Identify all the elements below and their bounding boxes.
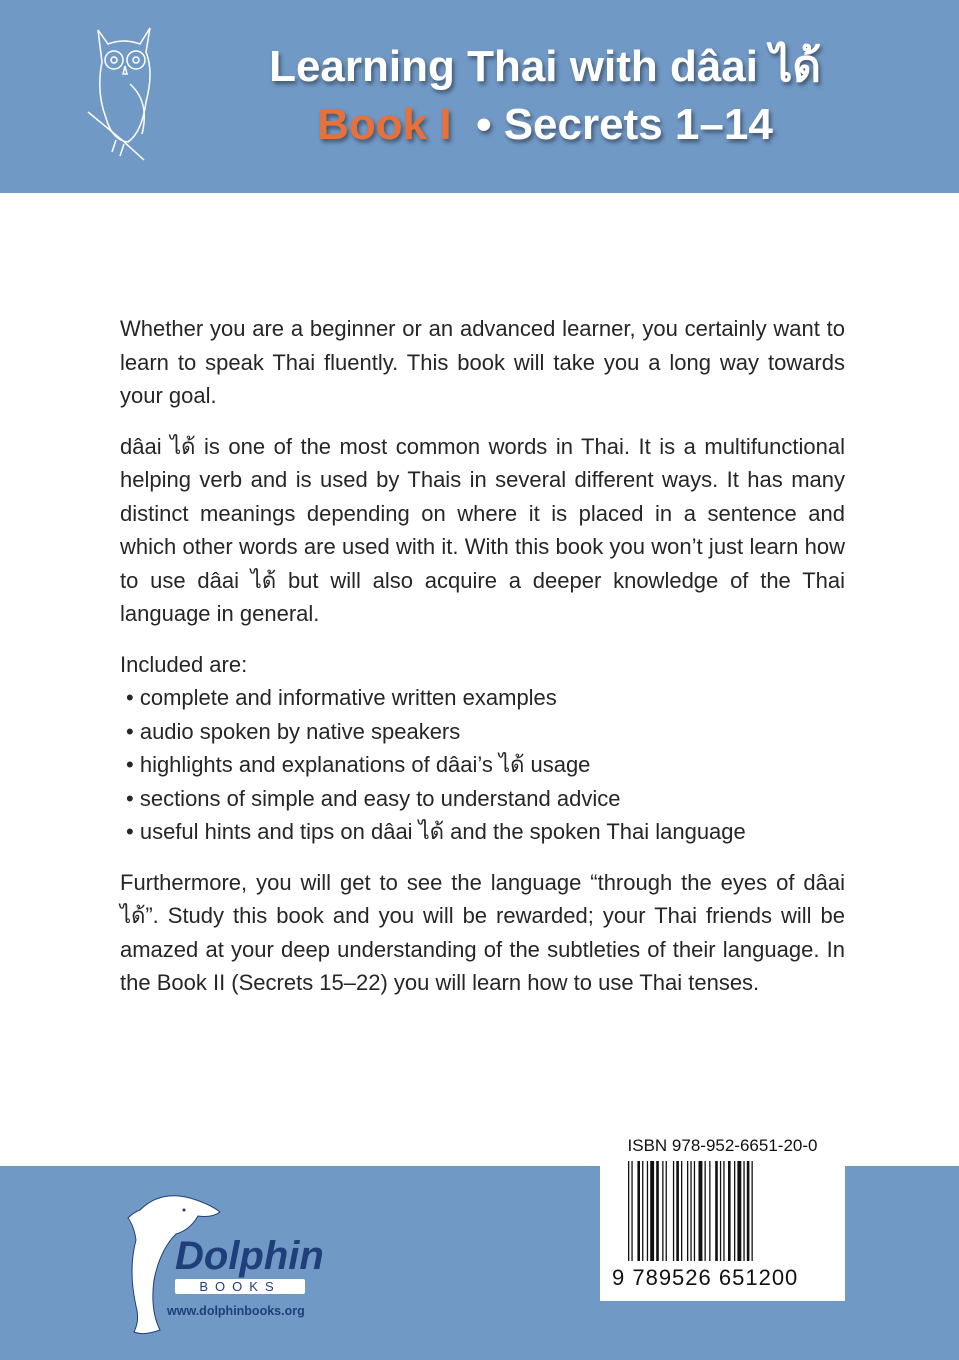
barcode-bar (666, 1161, 667, 1261)
barcode-bar (720, 1161, 721, 1261)
barcode-bar (676, 1161, 679, 1261)
barcode-bar (709, 1161, 710, 1261)
included-list (120, 681, 845, 849)
bullet: • (476, 100, 492, 149)
barcode-bar (650, 1161, 654, 1261)
title-line-2 (175, 96, 915, 154)
secrets-range: Secrets 1–14 (503, 100, 773, 149)
header-band (0, 0, 959, 193)
barcode-bar (681, 1161, 682, 1261)
book-number: Book I (317, 100, 452, 149)
barcode-bar (662, 1161, 663, 1261)
list-item: • audio spoken by native speakers (120, 715, 845, 749)
barcode-box (600, 1133, 845, 1301)
paragraph-intro: Whether you are a beginner or an advanced learner, you certainly want to learn to speak Thai fluently. This book will take you a long way towards your goal. (120, 316, 845, 408)
barcode-bar (687, 1161, 688, 1261)
barcode-digits: 9 789526 651200 (612, 1265, 799, 1290)
barcode-bar (723, 1161, 724, 1261)
included-heading: Included are: (120, 651, 248, 677)
barcode-bar (628, 1161, 629, 1261)
barcode-bar (642, 1161, 643, 1261)
list-item: • complete and informative written examples (120, 681, 845, 715)
book-title (175, 38, 915, 154)
barcode-bar (631, 1161, 632, 1261)
barcode-bar (673, 1161, 674, 1261)
publisher-url: www.dolphinbooks.org (167, 1304, 305, 1318)
paragraph-furthermore: Furthermore, you will get to see the language “through the eyes of dâai ได้”. Study this book and you will be rewarded; your Thai friends will be amazed at your deep understanding of the subtleties of their language. In the Book II (Secrets 15–22) you will learn how to use Thai tenses. (120, 869, 845, 995)
barcode-bar (715, 1161, 718, 1261)
list-item: • highlights and explanations of dâai’s ได้ usage (120, 748, 845, 782)
barcode (628, 1161, 818, 1261)
barcode-bar (699, 1161, 703, 1261)
barcode-bar (747, 1161, 750, 1261)
owl-icon (84, 22, 164, 162)
barcode-bar (743, 1161, 744, 1261)
barcode-bar (752, 1161, 753, 1261)
barcode-bar (694, 1161, 695, 1261)
barcode-bar (637, 1161, 640, 1261)
publisher-sub: BOOKS (175, 1279, 305, 1294)
barcode-bar (734, 1161, 735, 1261)
list-item: • useful hints and tips on dâai ได้ and the spoken Thai language (120, 815, 845, 849)
blurb (120, 312, 845, 1017)
paragraph-daai: dâai ได้ is one of the most common words in Thai. It is a multifunctional helping verb and is used by Thais in several different ways. It has many distinct meanings depending on where it is placed in a sentence and which other words are used with it. With this book you won’t just learn how to use dâai ได้ but will also acquire a deeper knowledge of the Thai language in general. (120, 433, 845, 626)
barcode-bar (728, 1161, 731, 1261)
isbn-text: ISBN 978-952-6651-20-0 (627, 1136, 818, 1155)
title-line-1: Learning Thai with dâai ได้ (269, 42, 821, 91)
barcode-bar (647, 1161, 648, 1261)
barcode-bar (705, 1161, 706, 1261)
barcode-bar (737, 1161, 741, 1261)
publisher-name: Dolphin (175, 1234, 324, 1278)
barcode-bar (656, 1161, 659, 1261)
list-item: • sections of simple and easy to understand advice (120, 782, 845, 816)
barcode-bar (690, 1161, 691, 1261)
